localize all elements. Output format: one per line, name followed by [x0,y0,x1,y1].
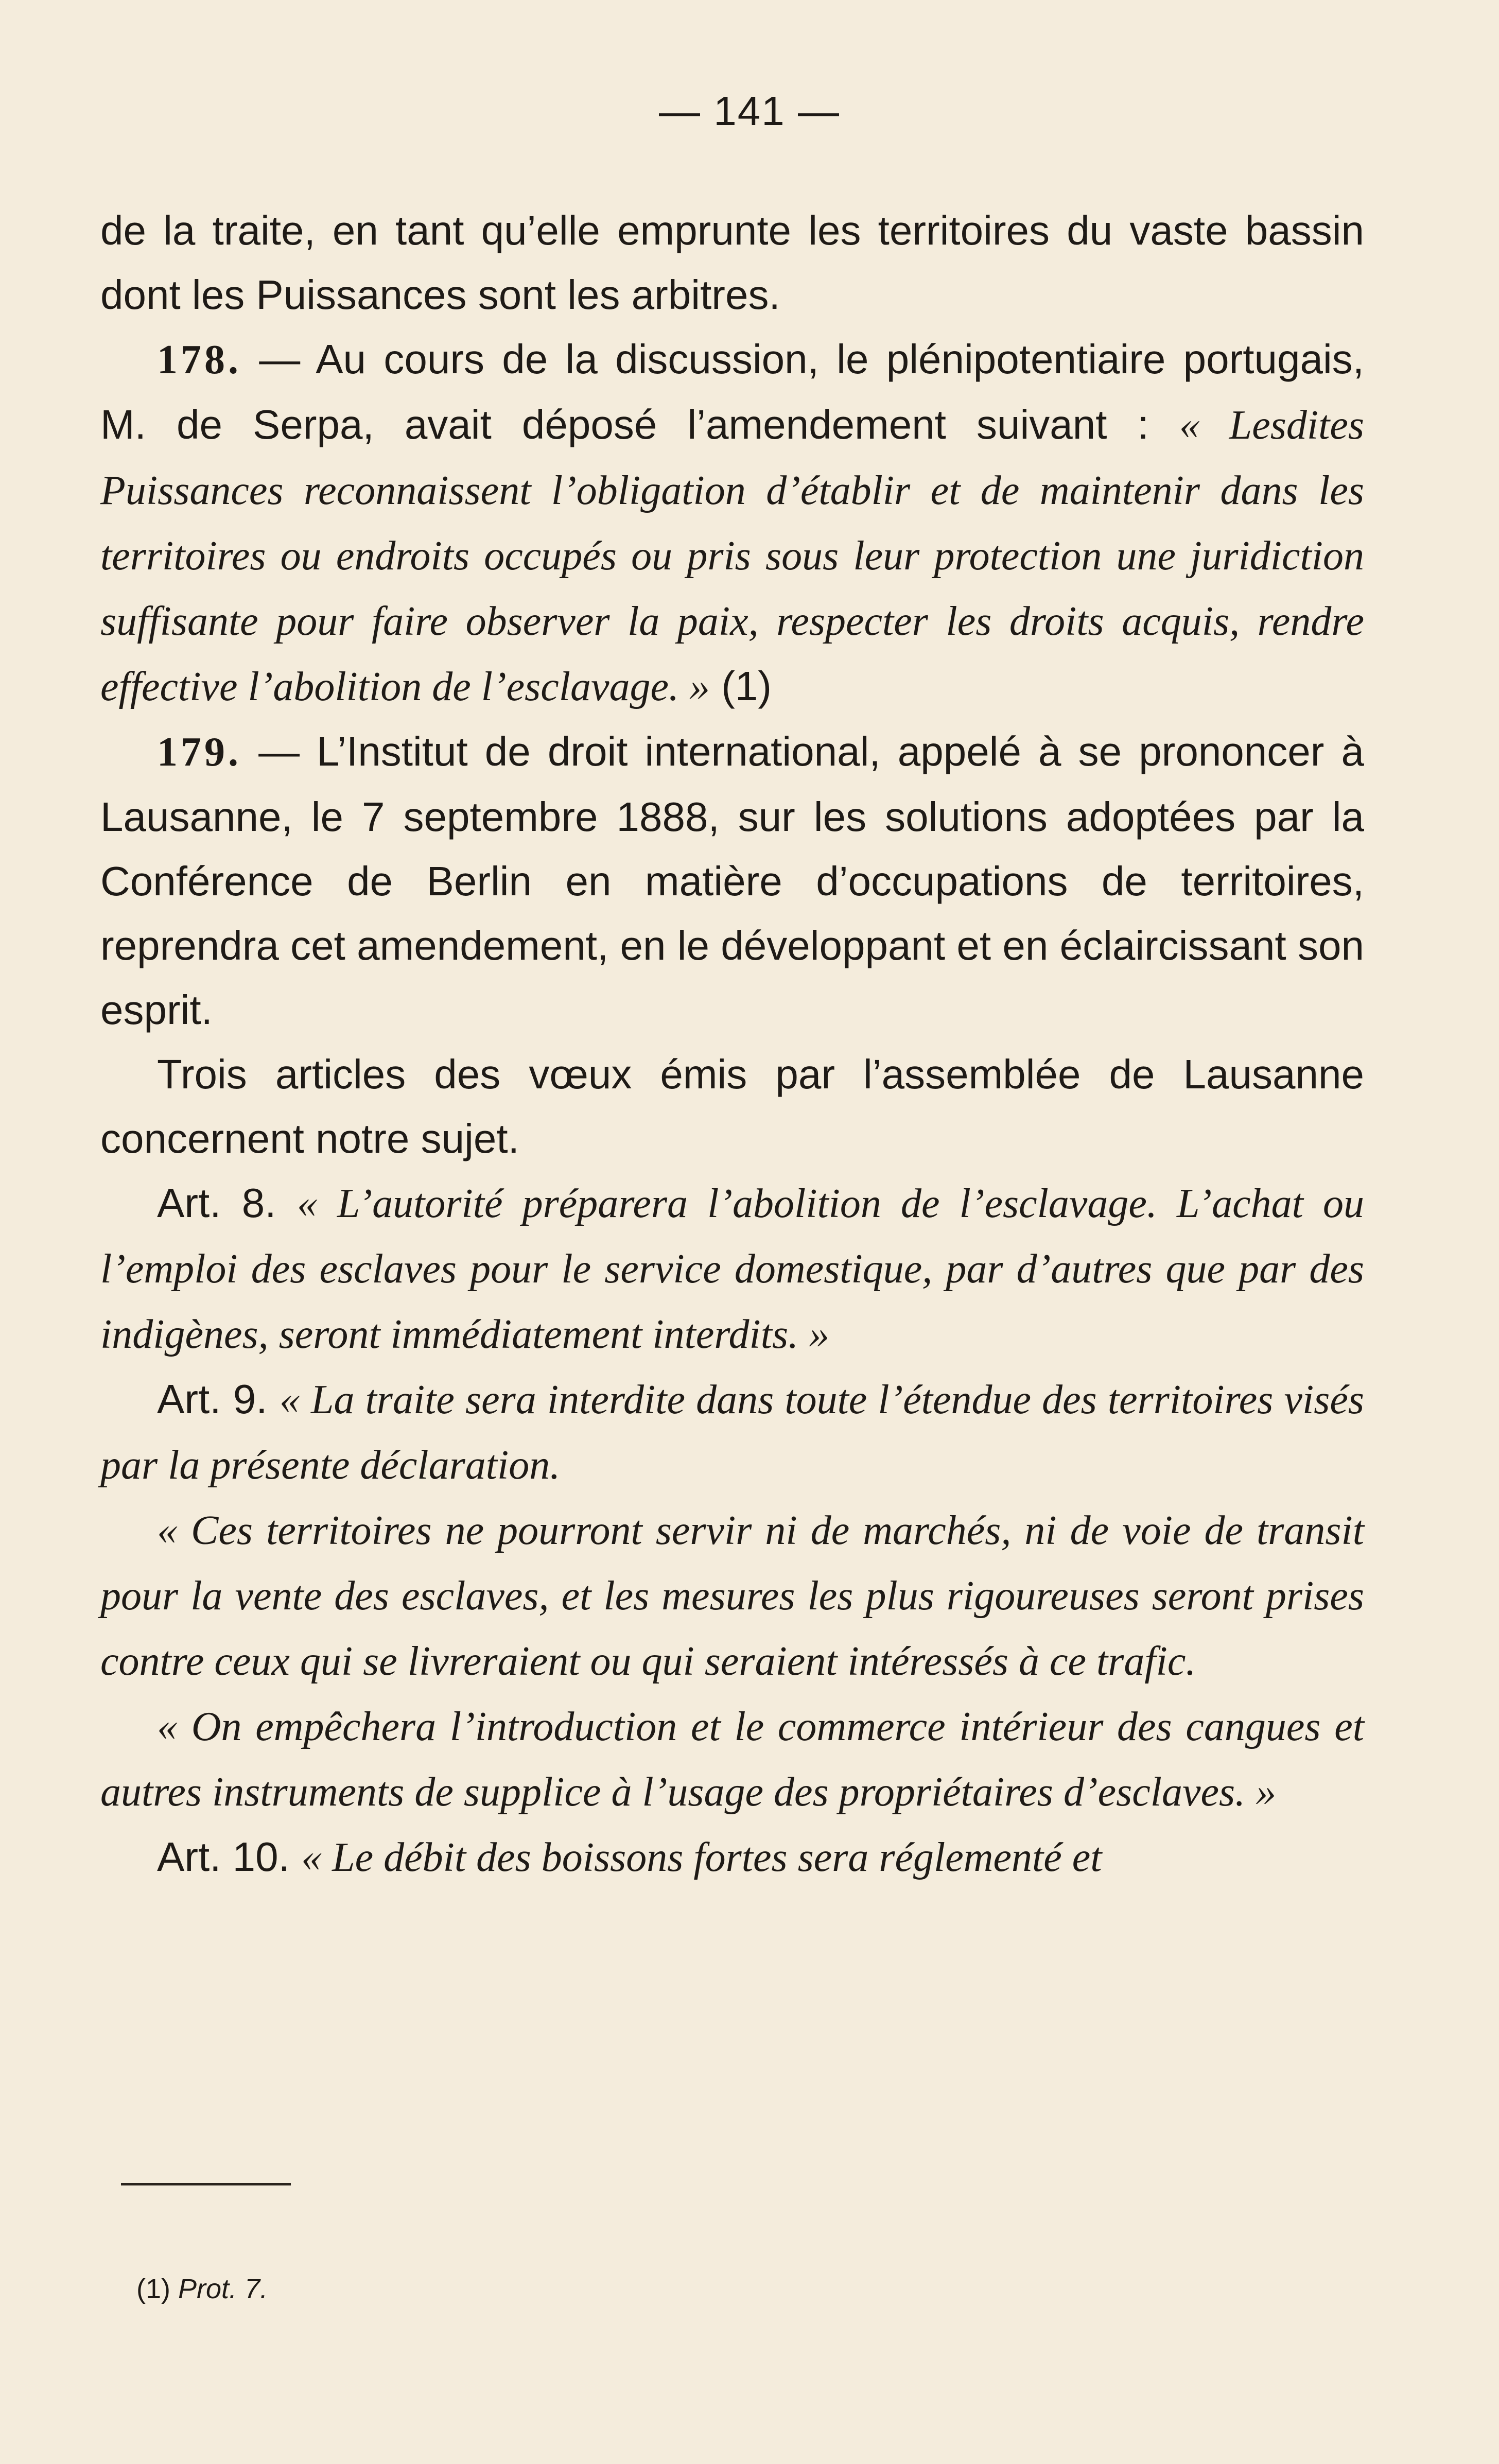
paragraph-trois-articles [100,1042,1364,1171]
article-9-continued-1 [100,1498,1364,1694]
footnote-marker: (1) [136,2274,170,2304]
paragraph-1 [100,198,1364,327]
paragraph-1-text: de la traite, en tant qu’elle emprunte les territoires du vaste bassin dont les Puissances sont les arbitres. [100,207,1364,318]
paragraph-trois-articles-text: Trois articles des vœux émis par l’assemblée de Lausanne concernent notre sujet. [100,1051,1364,1161]
amendment-quote: « Lesdites Puissances reconnaissent l’obligation d’établir et de maintenir dans les territoires ou endroits occupés ou pris sous leur protection une juridiction suffisante pour faire observer la paix, respecter les droits acquis, rendre effective l’abolition de l’esclavage. » [100,403,1364,709]
article-9-territories-quote: « Ces territoires ne pourront servir ni de marchés, ni de voie de transit pour la vente des esclaves, et les mesures les plus rigoureuses seront prises contre ceux qui se livreraient ou qui seraient intéressés à ce trafic. [100,1508,1364,1684]
article-9-quote: « La traite sera interdite dans toute l’étendue des territoires visés par la présente déclaration. [100,1377,1365,1488]
article-10-quote: « Le débit des boissons fortes sera réglementé et [301,1835,1102,1880]
body-text [100,198,1364,1890]
paragraph-178 [100,327,1364,719]
article-9-cangues-quote: « On empêchera l’introduction et le commerce intérieur des cangues et autres instruments de supplice à l’usage des propriétaires d’esclaves. » [100,1704,1364,1815]
paragraph-178-text: — Au cours de la discussion, le plénipotentiaire portugais, M. de Serpa, avait déposé l’amendement suivant : [100,336,1364,447]
footnote-reference: (1) [709,663,772,709]
article-10-label: Art. 10. [157,1834,302,1880]
article-8-label: Art. 8. [157,1180,297,1226]
section-number-179: 179. [157,730,241,775]
section-number-178: 178. [157,337,241,383]
article-9 [100,1367,1364,1498]
article-9-continued-2 [100,1694,1364,1825]
footnote-divider [121,2183,291,2185]
paragraph-179 [100,719,1364,1042]
footnote [136,2273,268,2305]
article-8 [100,1171,1364,1367]
page-number: — 141 — [659,88,840,134]
paragraph-179-text: — L’Institut de droit international, appelé à se prononcer à Lausanne, le 7 septembre 1888, sur les solutions adoptées par la Conférence de Berlin en matière d’occupations de territoires, reprendra cet amendement, en le développant et en éclaircissant son esprit. [100,728,1364,1033]
article-9-label: Art. 9. [157,1376,280,1422]
article-8-quote: « L’autorité préparera l’abolition de l’esclavage. L’achat ou l’emploi des esclaves pour le service domestique, par d’autres que par des indigènes, seront immédiatement interdits. » [100,1181,1365,1357]
article-10 [100,1825,1364,1890]
footnote-text: Prot. 7. [178,2274,268,2304]
